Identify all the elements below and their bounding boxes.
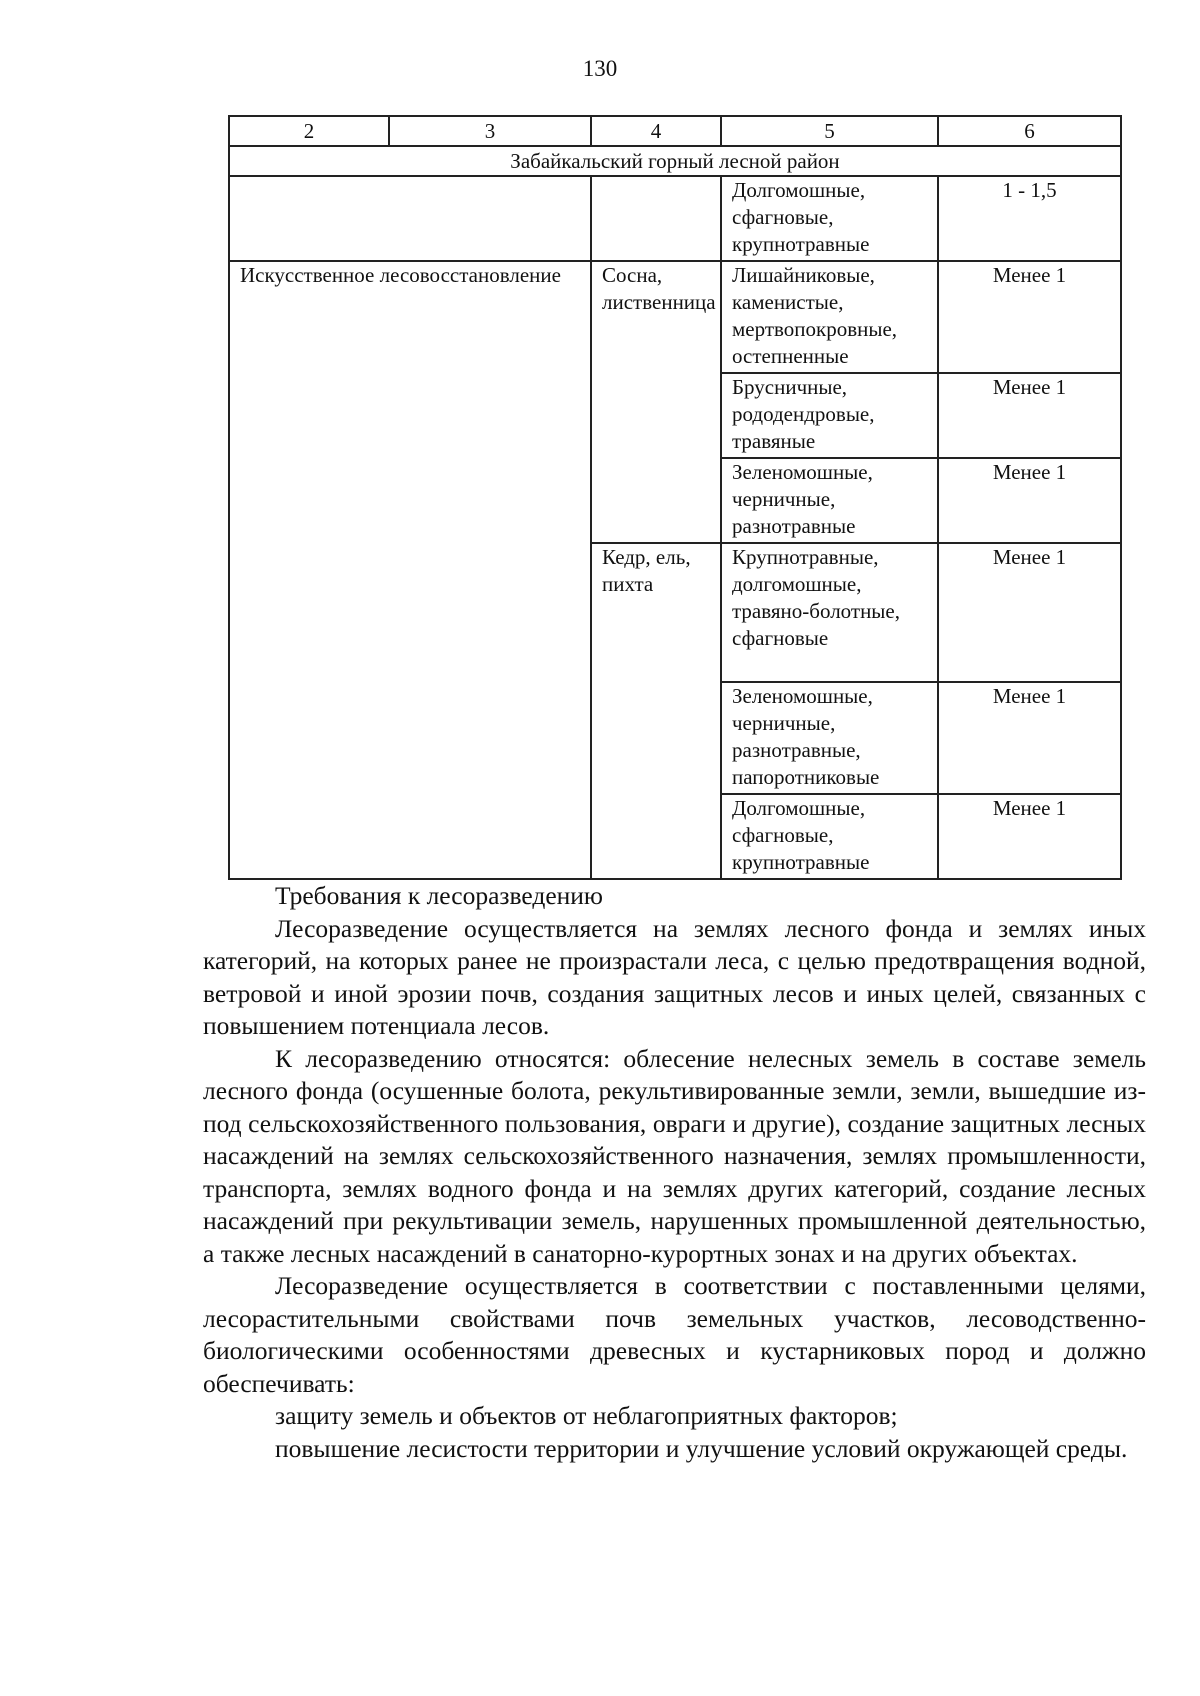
value-cell: Менее 1 (938, 794, 1121, 879)
page-number: 130 (582, 56, 618, 81)
value-cell: Менее 1 (938, 373, 1121, 458)
empty-cell (229, 176, 591, 261)
forest-types-cell: Брусничные, рододендровые, травяные (721, 373, 938, 458)
forest-types-cell: Долгомошные, сфагновые, крупнотравные (721, 176, 938, 261)
forest-types-cell: Лишайниковые, каменистые, мертвопокровные, остепненные (721, 261, 938, 373)
section-heading: Требования к лесоразведению (275, 881, 603, 910)
value-cell: 1 - 1,5 (938, 176, 1121, 261)
body-text (203, 880, 1146, 1465)
empty-cell (591, 176, 721, 261)
paragraph: Лесоразведение осуществляется на землях лесного фонда и землях иных категорий, на которых ранее не произрастали леса, с целью предотвращения водной, ветровой и иной эрозии почв, создания защитных лесов и иных целей, связанных с повышением потенциала лесов. (203, 913, 1146, 1040)
column-number-row (229, 116, 1121, 146)
paragraph: К лесоразведению относятся: облесение нелесных земель в составе земель лесного фонда (осушенные болота, рекультивированные земли, земли, вышедшие из-под сельскохозяйственного пользования, овраги и другие), создание защитных лесных насаждений на землях сельскохозяйственного назначения, землях промышленности, транспорта, землях водного фонда и на землях других категорий, создание лесных насаждений при рекультивации земель, нарушенных промышленной деятельностью, а также лесных насаждений в санаторно-курортных зонах и на других объектах. (203, 1043, 1146, 1268)
species-cell: Кедр, ель, пихта (591, 543, 721, 879)
paragraph: повышение лесистости территории и улучшение условий окружающей среды. (275, 1433, 1128, 1463)
region-row (229, 146, 1121, 176)
species-cell: Сосна, лиственница (591, 261, 721, 543)
table-row (229, 261, 1121, 373)
forest-restoration-table (228, 115, 1122, 880)
value-cell: Менее 1 (938, 543, 1121, 682)
forest-types-cell: Зеленомошные, черничные, разнотравные, папоротниковые (721, 682, 938, 794)
column-number-cell: 6 (938, 116, 1121, 146)
paragraph: Лесоразведение осуществляется в соответствии с поставленными целями, лесорастительными свойствами почв земельных участков, лесоводственно-биологическими особенностями древесных и кустарниковых пород и должно обеспечивать: (203, 1271, 1146, 1398)
value-cell: Менее 1 (938, 458, 1121, 543)
forest-types-cell: Зеленомошные, черничные, разнотравные (721, 458, 938, 543)
table-row (229, 176, 1121, 261)
forest-types-cell: Крупнотравные, долгомошные, травяно-болотные, сфагновые (721, 543, 938, 682)
region-title: Забайкальский горный лесной район (229, 146, 1121, 176)
method-cell: Искусственное лесовосстановление (229, 261, 591, 879)
value-cell: Менее 1 (938, 682, 1121, 794)
column-number-cell: 3 (389, 116, 591, 146)
column-number-cell: 4 (591, 116, 721, 146)
value-cell: Менее 1 (938, 261, 1121, 373)
column-number-cell: 5 (721, 116, 938, 146)
column-number-cell: 2 (229, 116, 389, 146)
forest-types-cell: Долгомошные, сфагновые, крупнотравные (721, 794, 938, 879)
paragraph: защиту земель и объектов от неблагоприятных факторов; (275, 1401, 898, 1430)
